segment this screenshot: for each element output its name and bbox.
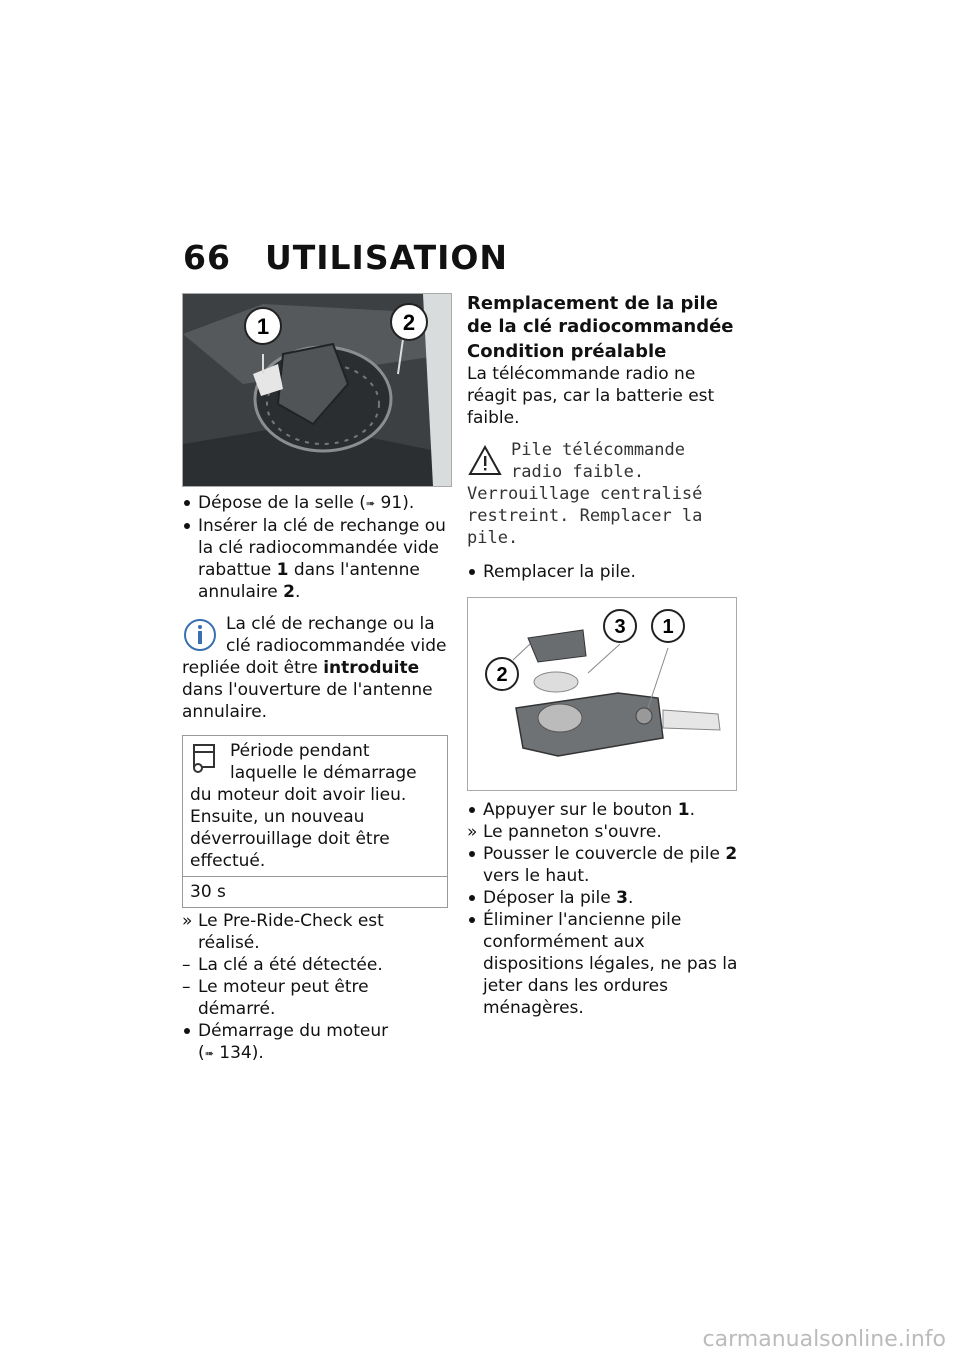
left-column: [182, 492, 450, 1065]
timer-value: 30 s: [183, 877, 448, 908]
info-note: La clé de rechange ou la clé radiocommandée vide repliée doit être introduite dans l'ouverture de l'antenne annulaire.: [182, 614, 447, 722]
right-column: [467, 292, 739, 1019]
list-item: Appuyer sur le bouton 1.: [483, 800, 695, 820]
callout-label: 3: [614, 616, 626, 638]
figure-antenna: [182, 293, 452, 487]
timer-icon: [190, 742, 220, 774]
list-item: Pousser le couvercle de pile 2 vers le haut.: [483, 844, 738, 886]
page-number: 66: [183, 238, 231, 277]
watermark: carmanualsonline.info: [702, 1327, 946, 1352]
list-item: » Le panneton s'ouvre.: [467, 822, 662, 842]
list-item: – La clé a été détectée.: [182, 955, 383, 975]
key-illustration: [468, 598, 736, 790]
antenna-illustration: [183, 294, 451, 486]
list-item: Déposer la pile 3.: [483, 888, 634, 908]
condition-text: La télécommande radio ne réagit pas, car la batterie est faible.: [467, 364, 715, 428]
list-item: » Le Pre-Ride-Check est réalisé.: [182, 911, 384, 953]
warning-triangle-icon: [467, 443, 503, 479]
callout-label: 1: [256, 314, 270, 339]
page-header: [183, 238, 508, 277]
list-item: Dépose de la selle (➠ 91).: [198, 493, 415, 513]
arrow-ref-icon: ➠: [204, 1047, 214, 1060]
list-item: Insérer la clé de rechange ou la clé radiocommandée vide rabattue 1 dans l'antenne annulaire 2.: [198, 516, 446, 602]
arrow-ref-icon: ➠: [365, 497, 376, 510]
list-item: – Le moteur peut être démarré.: [182, 977, 369, 1019]
callout-label: 2: [496, 664, 508, 686]
timer-table: [182, 735, 448, 908]
subheading: Condition préalable: [467, 341, 667, 362]
figure-key: [467, 597, 737, 791]
timer-cell: Période pendant laquelle le démarrage du moteur doit avoir lieu. Ensuite, un nouveau déverrouillage doit être effectué.: [183, 736, 448, 877]
section-heading: Remplacement de la pile de la clé radiocommandée: [467, 293, 734, 337]
list-item: Remplacer la pile.: [483, 562, 636, 582]
list-item: Éliminer l'ancienne pile conformément aux dispositions légales, ne pas la jeter dans les ordures ménagères.: [483, 910, 738, 1018]
warning-note: Pile télécommande radio faible. Verrouillage centralisé restreint. Remplacer la pile.: [467, 440, 703, 548]
info-icon: [182, 617, 218, 653]
list-item: Démarrage du moteur (➠ 134).: [198, 1021, 389, 1063]
callout-label: 2: [402, 310, 416, 335]
page-title: UTILISATION: [264, 238, 509, 277]
callout-label: 1: [662, 616, 674, 638]
